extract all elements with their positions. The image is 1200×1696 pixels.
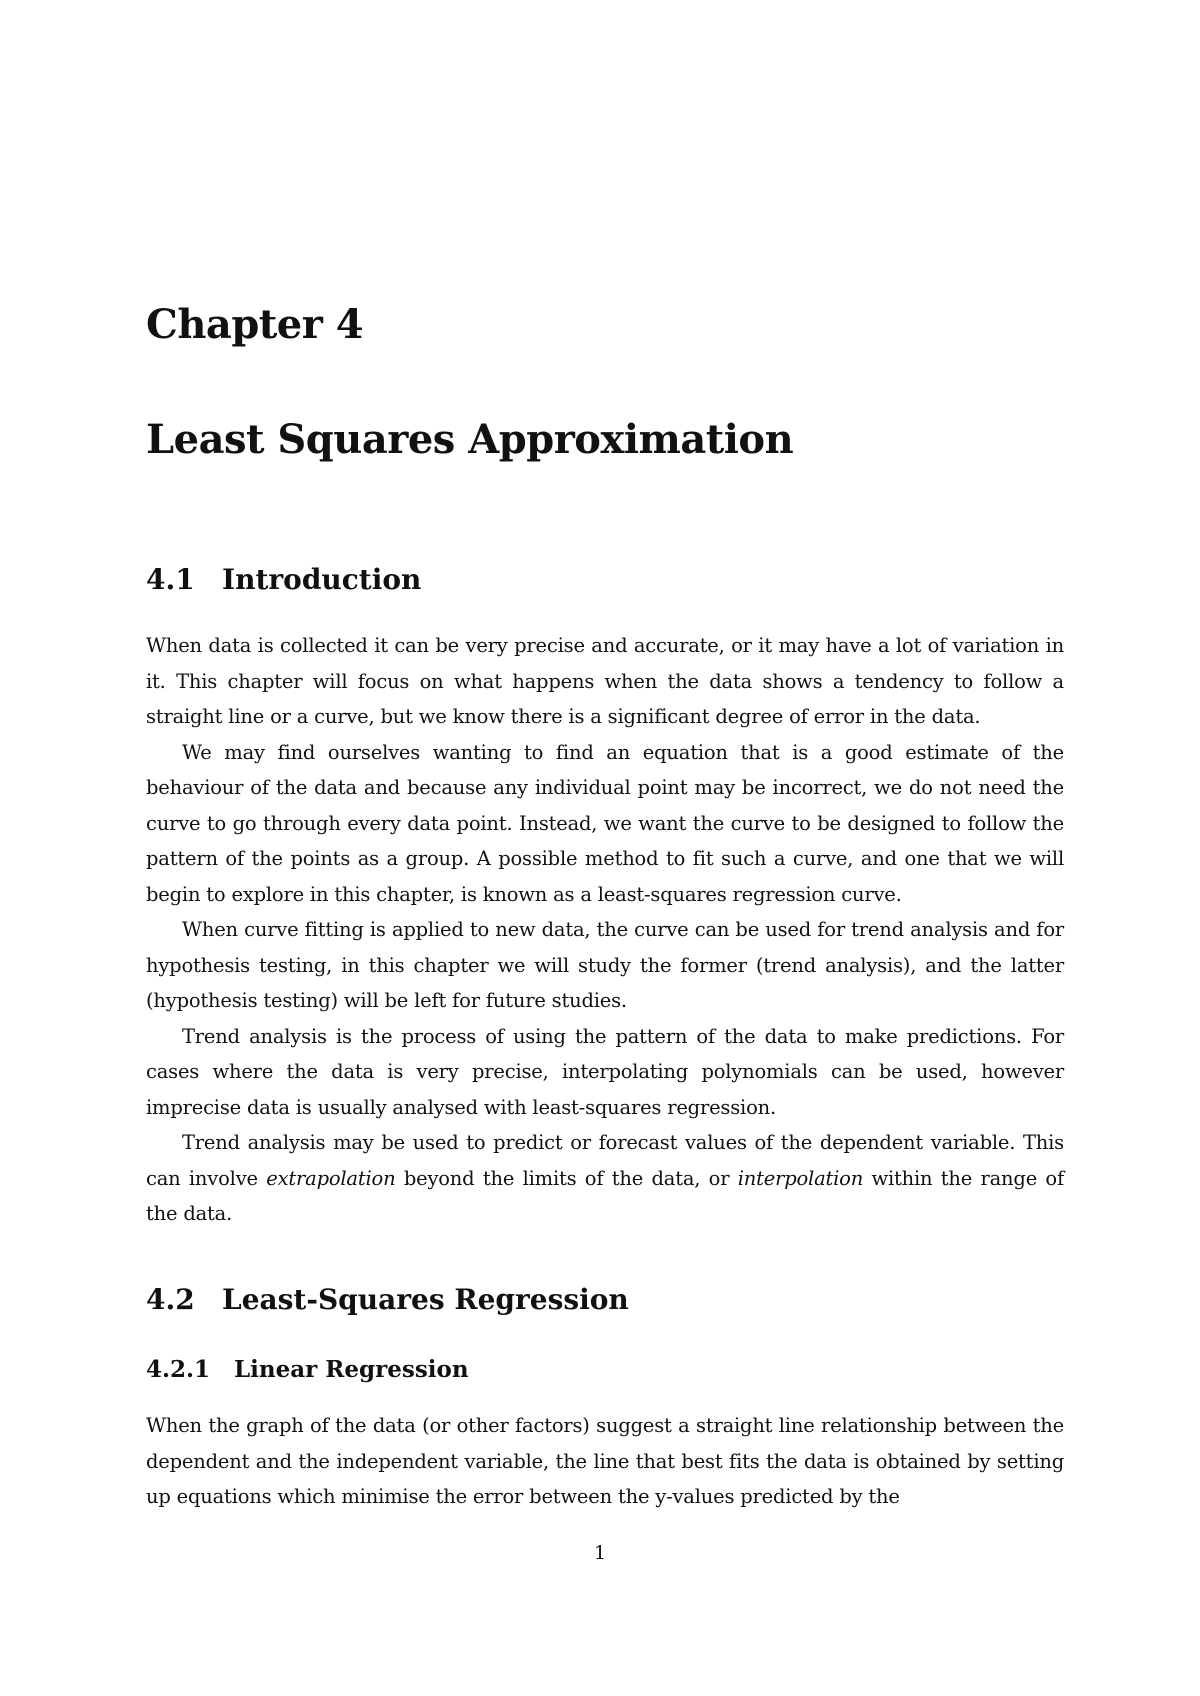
section-heading-least-squares-regression (146, 1282, 629, 1318)
text-run: beyond the limits of the data, or (395, 1166, 738, 1190)
chapter-label: Chapter 4 (146, 301, 364, 348)
paragraph: When data is collected it can be very precise and accurate, or it may have a lot of variation in it. This chapter will focus on what happens when the data shows a tendency to follow a straight line or a curve, but we know there is a significant degree of error in the data. (146, 634, 1064, 728)
paragraph: We may find ourselves wanting to find an equation that is a good estimate of the behaviour of the data and because any individual point may be incorrect, we do not need the curve to go through every data point. Instead, we want the curve to be designed to follow the pattern of the points as a group. A possible method to fit such a curve, and one that we will begin to explore in this chapter, is known as a least-squares regression curve. (146, 740, 1064, 906)
page-number: 1 (593, 1542, 607, 1564)
subsection-number: 4.2.1 (146, 1356, 211, 1383)
text-run: Trend analysis may be used to predict or forecast values of the dependent variable. This can involve (146, 1131, 1064, 1190)
linear-regression-body (146, 1408, 1064, 1515)
text-run: within the range of the data. (146, 1166, 1064, 1225)
section-number: 4.2 (146, 1283, 195, 1316)
introduction-body (146, 628, 1064, 1232)
paragraph: When curve fitting is applied to new data, the curve can be used for trend analysis and for hypothesis testing, in this chapter we will study the former (trend analysis), and the latter (hypothesis testing) will be left for future studies. (146, 918, 1064, 1012)
paragraph: When the graph of the data (or other factors) suggest a straight line relationship between the dependent and the independent variable, the line that best fits the data is obtained by setting up equations which minimise the error between the y-values predicted by the (146, 1414, 1064, 1508)
section-heading-introduction (146, 562, 421, 598)
emphasis-extrapolation: extrapolation (266, 1166, 396, 1190)
subsection-title: Linear Regression (234, 1356, 469, 1383)
section-title: Introduction (222, 563, 422, 596)
section-title: Least-Squares Regression (222, 1283, 629, 1316)
section-number: 4.1 (146, 563, 195, 596)
emphasis-interpolation: interpolation (737, 1166, 864, 1190)
paragraph-trend-forecast (146, 1125, 1064, 1232)
subsection-heading-linear-regression (146, 1355, 469, 1385)
chapter-title: Least Squares Approximation (146, 416, 794, 463)
paragraph: Trend analysis is the process of using the pattern of the data to make predictions. For cases where the data is very precise, interpolating polynomials can be used, however imprecise data is usually analysed with least-squares regression. (146, 1024, 1064, 1119)
